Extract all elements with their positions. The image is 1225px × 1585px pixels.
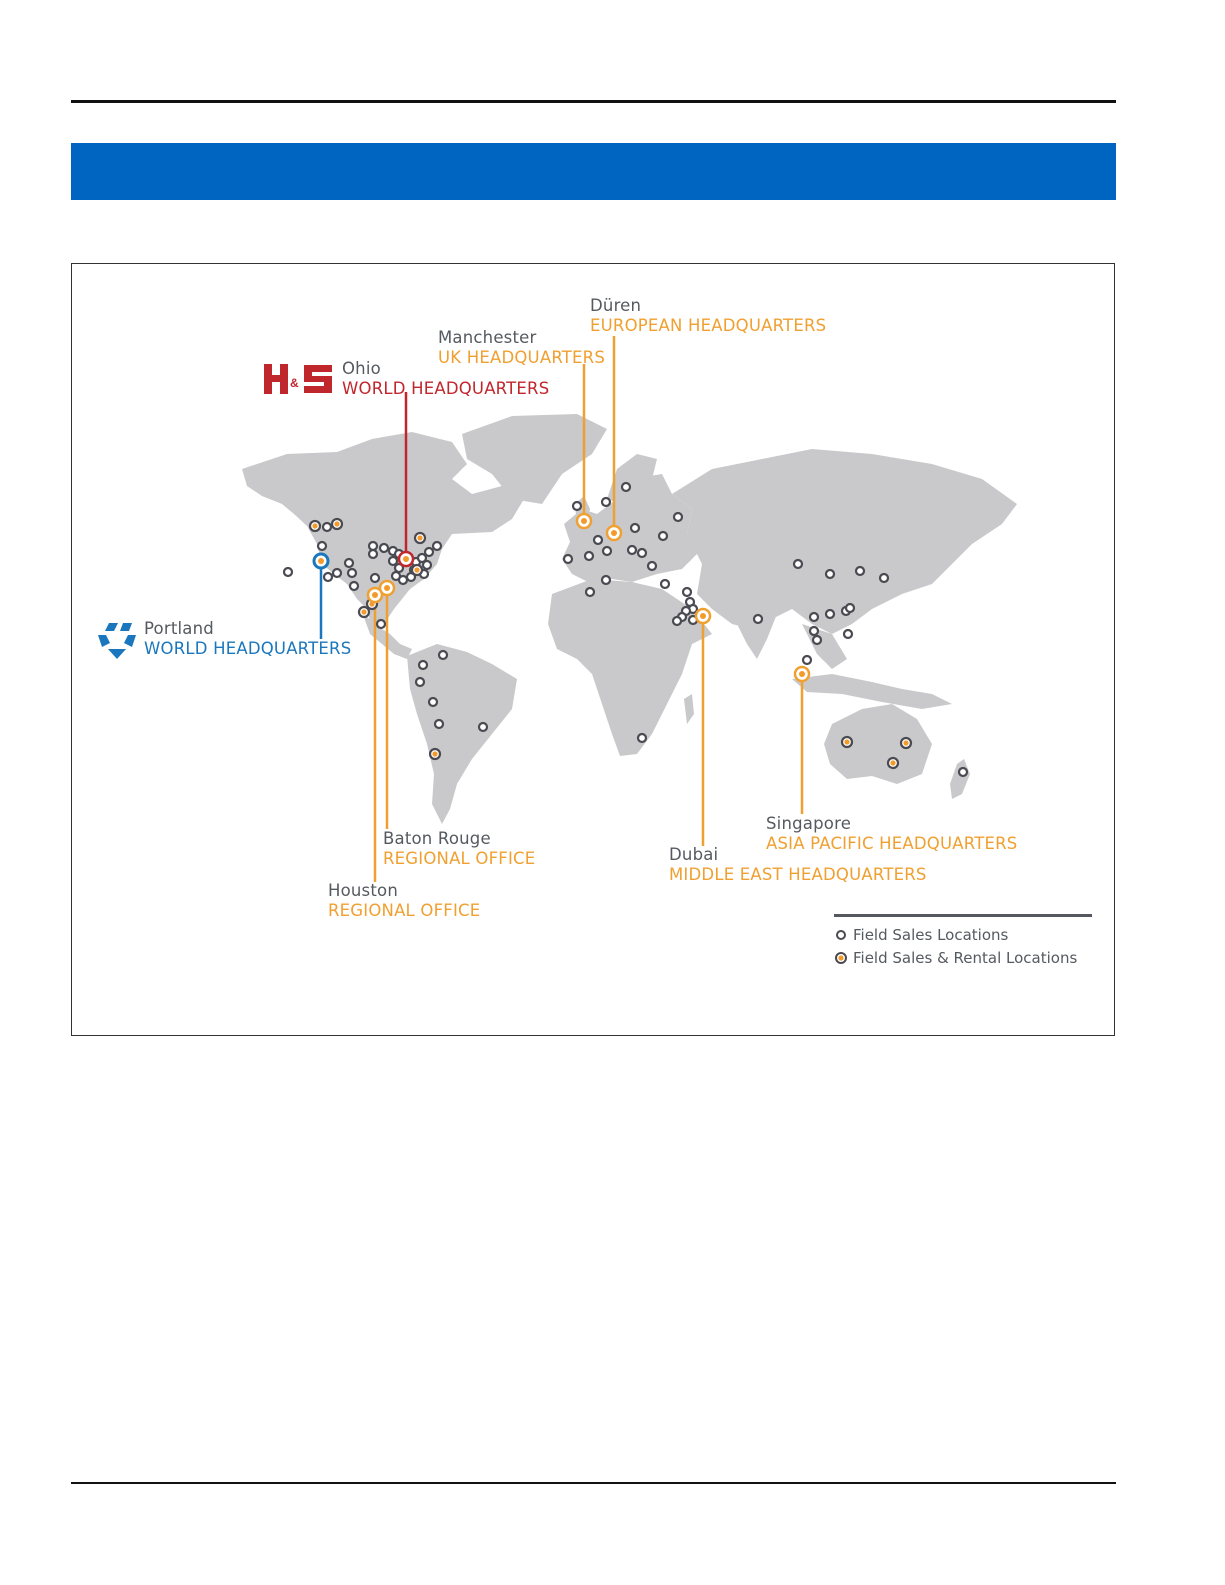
location-dot <box>345 559 353 567</box>
location-dot <box>638 734 646 742</box>
location-dot <box>794 560 802 568</box>
rental-dot <box>412 565 422 575</box>
location-dot <box>586 588 594 596</box>
role-name: ASIA PACIFIC HEADQUARTERS <box>766 834 1018 853</box>
location-dot <box>435 720 443 728</box>
new-zealand-shape <box>950 759 970 799</box>
location-dot <box>573 502 581 510</box>
location-dot <box>622 483 630 491</box>
location-dot <box>439 651 447 659</box>
label-ohio <box>342 359 549 399</box>
location-dot <box>844 630 852 638</box>
rental-dot <box>888 758 898 768</box>
legend-label: Field Sales & Rental Locations <box>853 948 1078 967</box>
location-dot <box>324 573 332 581</box>
hq-dot-duren <box>607 526 621 540</box>
location-dot <box>631 524 639 532</box>
label-portland <box>144 619 351 659</box>
rental-dot <box>310 521 320 531</box>
australia-shape <box>824 704 932 784</box>
location-dot <box>350 582 358 590</box>
legend-divider <box>834 914 1092 917</box>
location-dot <box>479 723 487 731</box>
location-dot <box>648 562 656 570</box>
legend-item-field-sales-rental <box>834 946 1092 969</box>
south-america-shape <box>407 644 517 824</box>
location-dot <box>602 498 610 506</box>
location-dot <box>810 627 818 635</box>
location-dot <box>423 561 431 569</box>
rental-dot <box>332 519 342 529</box>
location-dot <box>399 576 407 584</box>
rental-marker-icon <box>834 951 848 965</box>
location-dot <box>333 569 341 577</box>
city-name: Ohio <box>342 359 381 378</box>
city-name: Dubai <box>669 845 719 864</box>
role-name: MIDDLE EAST HEADQUARTERS <box>669 865 927 884</box>
location-dot <box>674 513 682 521</box>
world-map <box>71 263 1115 1036</box>
location-dot <box>377 620 385 628</box>
role-name: WORLD HEADQUARTERS <box>342 379 550 398</box>
field-sales-marker-icon <box>834 928 848 942</box>
location-dot <box>803 656 811 664</box>
location-dot <box>369 550 377 558</box>
location-dot <box>659 532 667 540</box>
role-name: WORLD HEADQUARTERS <box>144 639 352 658</box>
rental-dot <box>901 738 911 748</box>
rental-dot <box>415 533 425 543</box>
location-dot <box>416 678 424 686</box>
location-dot <box>369 542 377 550</box>
location-dot <box>846 604 854 612</box>
location-dot <box>564 555 572 563</box>
legend-label: Field Sales Locations <box>853 925 1009 944</box>
location-dot <box>683 588 691 596</box>
location-dot <box>389 557 397 565</box>
india-shape <box>732 599 777 659</box>
hq-dot-manchester <box>577 514 591 528</box>
location-dot <box>429 698 437 706</box>
rental-dot <box>430 749 440 759</box>
location-dot <box>433 542 441 550</box>
location-dot <box>348 569 356 577</box>
location-dot <box>856 567 864 575</box>
role-name: REGIONAL OFFICE <box>383 849 536 868</box>
location-dot <box>959 768 967 776</box>
city-name: Manchester <box>438 328 537 347</box>
label-baton-rouge <box>383 829 535 869</box>
role-name: UK HEADQUARTERS <box>438 348 606 367</box>
role-name: REGIONAL OFFICE <box>328 901 481 920</box>
location-dot <box>661 580 669 588</box>
location-dot <box>754 615 762 623</box>
location-dot <box>813 636 821 644</box>
city-name: Düren <box>590 296 642 315</box>
location-dot <box>318 542 326 550</box>
map-legend <box>834 914 1092 969</box>
rental-dot <box>842 737 852 747</box>
label-dubai <box>669 845 927 885</box>
location-dot <box>826 570 834 578</box>
location-dot <box>419 661 427 669</box>
rental-dot <box>359 607 369 617</box>
hs-logo <box>264 363 334 395</box>
top-rule <box>71 100 1116 103</box>
madagascar-shape <box>684 694 694 724</box>
hq-dot-dubai <box>696 609 710 623</box>
label-duren <box>590 296 826 336</box>
location-dot <box>594 536 602 544</box>
location-dot <box>810 613 818 621</box>
header-band <box>71 143 1116 200</box>
city-name: Singapore <box>766 814 852 833</box>
city-name: Houston <box>328 881 398 900</box>
location-dot <box>602 576 610 584</box>
location-dot <box>323 523 331 531</box>
city-name: Portland <box>144 619 214 638</box>
role-name: EUROPEAN HEADQUARTERS <box>590 316 827 335</box>
hq-dot-houston <box>368 588 382 602</box>
location-dot <box>585 552 593 560</box>
location-dot <box>371 574 379 582</box>
svg-text:&: & <box>290 376 299 390</box>
location-dot <box>880 574 888 582</box>
location-dot <box>673 617 681 625</box>
location-dot <box>638 549 646 557</box>
location-dot <box>826 610 834 618</box>
hq-dot-singapore <box>795 667 809 681</box>
location-dot <box>284 568 292 576</box>
location-dot <box>603 547 611 555</box>
portland-star-logo <box>96 621 138 661</box>
bottom-rule <box>71 1482 1116 1484</box>
city-name: Baton Rouge <box>383 829 491 848</box>
hq-dot-portland <box>314 554 328 568</box>
location-dot <box>425 548 433 556</box>
location-dot <box>628 546 636 554</box>
hq-dot-ohio <box>399 552 413 566</box>
legend-item-field-sales <box>834 923 1092 946</box>
label-houston <box>328 881 480 921</box>
location-dot <box>380 544 388 552</box>
